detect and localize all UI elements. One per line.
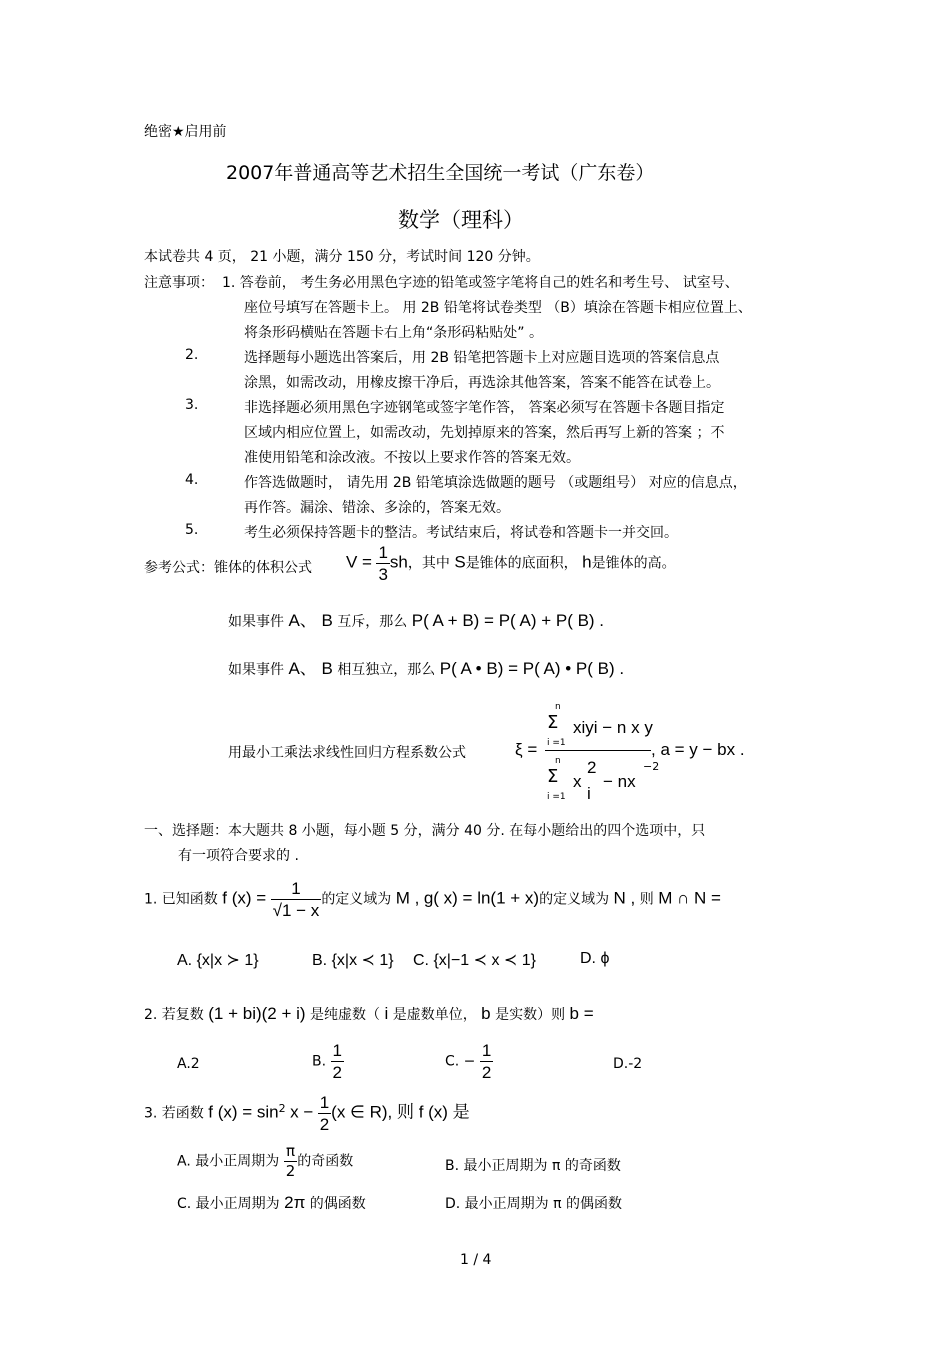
mutex-label: 如果事件 <box>228 614 284 630</box>
question-1 <box>144 880 721 919</box>
q1-option-d: D. ϕ <box>580 950 610 967</box>
q1-text: 的定义域为 <box>321 891 392 908</box>
q1-option-a: A. {x|x ≻ 1} <box>177 952 259 969</box>
question-2 <box>144 1004 594 1024</box>
regression-den-sigma: Σ <box>547 766 559 787</box>
page-subtitle: 数学（理科） <box>398 208 524 232</box>
intro-text: 本试卷共 4 页， 21 小题，满分 150 分，考试时间 120 分钟。 <box>144 249 540 265</box>
q2-b-eq: b = <box>569 1004 594 1023</box>
q2-option-c: C. − $\frac{1}{2}$ <box>445 1041 492 1082</box>
q3-option-c: C. 最小正周期为 2π 的偶函数 <box>177 1193 366 1212</box>
q2-b: b <box>481 1004 491 1023</box>
note-3-line-1: 非选择题必须用黑色字迹钢笔或签字笔作答， 答案必须写在答题卡各题目指定 <box>244 400 725 416</box>
q1-fraction: $\frac{1}{√1 - x}$ <box>272 879 320 920</box>
q1-stem: 1. 已知函数 <box>144 891 218 908</box>
q3-x-minus: x − <box>290 1102 314 1122</box>
regression-numerator: xiyi − n x y <box>573 718 653 737</box>
regression-formula <box>505 698 765 808</box>
q3-option-a: A. 最小正周期为 $\frac{\pi}{2}$ 的奇函数 <box>177 1142 354 1180</box>
note-2-line-1: 选择题每小题选出答案后，用 2B 铅笔把答题卡上对应题目选项的答案信息点 <box>244 350 720 366</box>
note-1-line-2: 座位号填写在答题卡上。 用 2B 铅笔将试卷类型 （B）填涂在答题卡相应位置上、 <box>244 300 752 316</box>
note-4-line-1: 作答选做题时， 请先用 2B 铅笔填涂选做题的题号 （或题组号） 对应的信息点， <box>244 475 747 491</box>
regression-den-i: i =1 <box>547 792 566 802</box>
independent-formula-line <box>228 654 624 679</box>
q2-expr: (1 + bi)(2 + i) <box>208 1004 306 1023</box>
note-4-number: 4. <box>185 472 199 488</box>
note-5-number: 5. <box>185 522 199 538</box>
regression-den-sq: 2 <box>587 758 597 777</box>
q2-text: 是虚数单位， <box>392 1007 477 1023</box>
q2-option-b: B. $\frac{1}{2}$ <box>312 1041 342 1082</box>
q1-gx: g( x) = ln(1 + x) <box>423 888 540 908</box>
q1-mn: M ∩ N = <box>658 888 721 908</box>
q1-text: 的定义域为 <box>539 891 610 908</box>
reference-label: 参考公式：锥体的体积公式 <box>144 560 312 576</box>
q2-stem: 2. 若复数 <box>144 1007 204 1023</box>
q2-i: i <box>384 1004 389 1023</box>
q1-m: M , <box>395 888 420 908</box>
q1-n: N , <box>613 888 636 908</box>
regression-fraction-bar <box>545 750 651 751</box>
note-4-line-2: 再作答。漏涂、错涂、多涂的，答案无效。 <box>244 500 510 516</box>
q3-stem: 3. 若函数 <box>144 1105 204 1122</box>
q2-text: 是纯虚数（ <box>310 1007 381 1023</box>
indep-label: 如果事件 <box>228 662 284 678</box>
q3-fraction: $\frac{1}{2}$ <box>319 1093 330 1134</box>
cone-h: h <box>582 552 592 572</box>
regression-num-i: i =1 <box>547 738 566 748</box>
q3-tail: (x ∈ R), 则 f (x) 是 <box>331 1102 470 1122</box>
note-3-line-3: 准使用铅笔和涂改液。不按以上要求作答的答案无效。 <box>244 450 580 466</box>
note-3-number: 3. <box>185 397 199 413</box>
page-title: 2007年普通高等艺术招生全国统一考试（广东卷） <box>226 162 655 184</box>
cone-v: V = <box>346 552 372 572</box>
q3-option-b: B. 最小正周期为 π 的奇函数 <box>445 1158 621 1174</box>
mutex-formula-line <box>228 606 604 631</box>
mutex-text: 互斥，那么 <box>337 614 408 630</box>
q1-fx: f (x) = <box>222 888 267 908</box>
note-2-number: 2. <box>185 347 199 363</box>
section-1-line-2: 有一项符合要求的 . <box>178 848 299 864</box>
indep-text: 相互独立，那么 <box>337 662 436 678</box>
regression-a-formula: , a = y − bx . <box>651 740 745 759</box>
one-third-fraction: $\frac{1}{3}$ <box>378 543 388 584</box>
secret-label: 绝密★启用前 <box>144 124 227 140</box>
regression-num-sigma: Σ <box>547 712 559 733</box>
q3-option-d: D. 最小正周期为 π 的偶函数 <box>445 1196 623 1212</box>
note-1-line-3: 将条形码横贴在答题卡右上角“条形码粘贴处” 。 <box>244 325 543 341</box>
q2-option-d: D.-2 <box>613 1056 643 1072</box>
mutex-formula: P( A + B) = P( A) + P( B) . <box>411 611 605 630</box>
question-3 <box>144 1094 470 1133</box>
cone-desc: 是锥体的高。 <box>591 555 676 572</box>
cone-s: S <box>454 552 466 572</box>
section-1-line-1: 一、选择题：本大题共 8 小题，每小题 5 分，满分 40 分. 在每小题给出的四个选项中，只 <box>144 823 706 839</box>
note-5-line-1: 考生必须保持答题卡的整洁。考试结束后，将试卷和答题卡一并交回。 <box>244 525 678 541</box>
note-2-line-2: 涂黑，如需改动，用橡皮擦干净后，再选涂其他答案，答案不能答在试卷上。 <box>244 375 720 391</box>
q2-option-a: A.2 <box>177 1056 200 1072</box>
regression-den-i-sub: i <box>587 784 591 803</box>
note-1-line-1: 1. 答卷前， 考生务必用黑色字迹的铅笔或签字笔将自己的姓名和考生号、 试室号、 <box>222 275 739 291</box>
notes-label: 注意事项： <box>144 275 214 291</box>
q1-text: 则 <box>639 891 654 908</box>
cone-sh: sh <box>389 552 408 572</box>
q1-option-b: B. {x|x ≺ 1} <box>312 952 394 969</box>
cone-desc: 是锥体的底面积， <box>465 555 578 572</box>
regression-label: 用最小工乘法求线性回归方程系数公式 <box>228 745 466 761</box>
regression-den-nx: − nx <box>603 772 636 791</box>
regression-xi: ξ = <box>515 740 538 759</box>
q3-fx: f (x) = sin <box>208 1102 279 1122</box>
indep-ab: A、 B <box>288 659 333 678</box>
indep-formula: P( A • B) = P( A) • P( B) . <box>439 659 625 678</box>
regression-den-n: n <box>555 756 561 766</box>
page-number: 1 / 4 <box>460 1252 492 1268</box>
mutex-ab: A、 B <box>288 611 333 630</box>
q1-option-c: C. {x|−1 ≺ x ≺ 1} <box>413 952 537 969</box>
regression-num-n: n <box>555 702 561 712</box>
regression-den-exp: −2 <box>643 760 660 773</box>
cone-volume-formula <box>346 544 676 583</box>
q2-text: 是实数）则 <box>495 1007 566 1023</box>
cone-desc: ，其中 <box>407 555 450 572</box>
q3-exponent: 2 <box>278 1101 286 1115</box>
regression-den-x: x <box>573 772 582 791</box>
note-3-line-2: 区域内相应位置上，如需改动，先划掉原来的答案，然后再写上新的答案 ；不 <box>244 425 725 441</box>
